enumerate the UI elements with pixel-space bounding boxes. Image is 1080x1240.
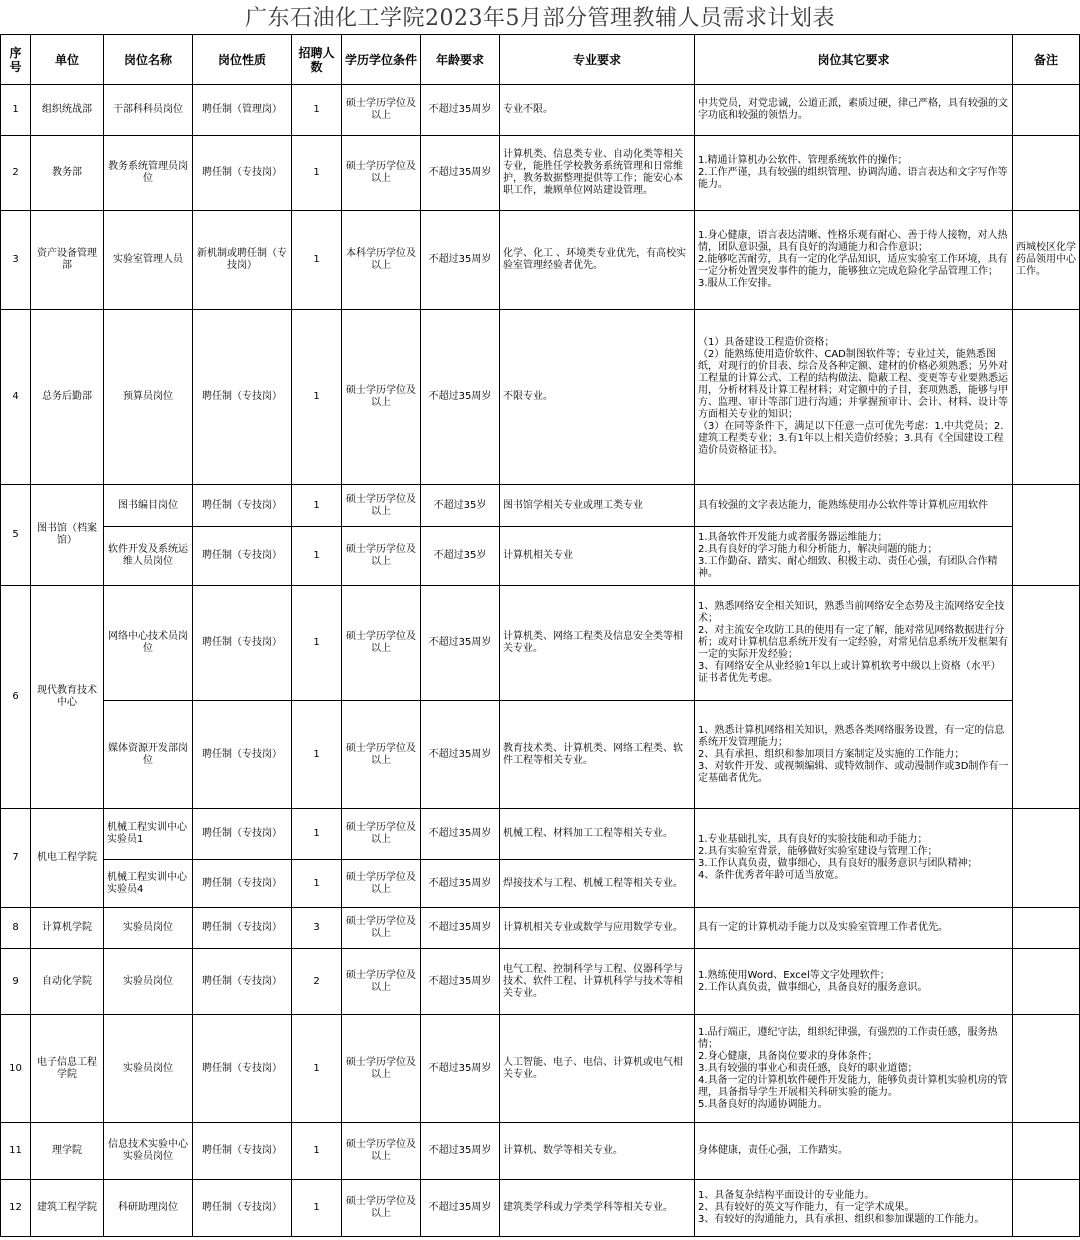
header-age: 年龄要求: [421, 35, 500, 85]
cell-note: [1013, 908, 1080, 949]
recruitment-table: [0, 34, 1080, 1237]
cell-seq: 7: [1, 809, 31, 908]
cell-num: 1: [292, 527, 342, 586]
cell-num: 1: [292, 1180, 342, 1237]
header-major: 专业要求: [500, 35, 695, 85]
cell-num: 2: [292, 949, 342, 1015]
cell-unit: 组织统战部: [31, 85, 104, 136]
cell-major: 图书馆学相关专业或理工类专业: [500, 485, 695, 527]
cell-age: 不超过35周岁: [421, 211, 500, 310]
cell-edu: 硕士学历学位及以上: [342, 1180, 421, 1237]
cell-unit: 计算机学院: [31, 908, 104, 949]
header-post: 岗位名称: [104, 35, 193, 85]
cell-edu: 硕士学历学位及以上: [342, 85, 421, 136]
cell-post: 图书编目岗位: [104, 485, 193, 527]
cell-major: 计算机相关专业: [500, 527, 695, 586]
table-row: [1, 211, 1080, 310]
cell-other: 1、具备复杂结构平面设计的专业能力。 2、具有较好的英文写作能力，有一定学术成果。 3、有较好的沟通能力，具有承担、组织和参加课题的工作能力。: [695, 1180, 1013, 1237]
cell-unit: 电子信息工程学院: [31, 1015, 104, 1123]
header-num: 招聘人数: [292, 35, 342, 85]
cell-age: 不超过35周岁: [421, 860, 500, 908]
cell-nature: 聘任制（专技岗）: [193, 1180, 292, 1237]
cell-post: 信息技术实验中心实验员岗位: [104, 1123, 193, 1180]
table-row: [1, 310, 1080, 485]
cell-nature: 聘任制（专技岗）: [193, 809, 292, 860]
table-row: [1, 136, 1080, 211]
cell-edu: 硕士学历学位及以上: [342, 1123, 421, 1180]
cell-post: 实验员岗位: [104, 908, 193, 949]
cell-age: 不超过35周岁: [421, 586, 500, 701]
cell-other: 1.具备软件开发能力或者服务器运维能力； 2.具有良好的学习能力和分析能力，解决问题的能力； 3.工作勤奋、踏实、耐心细致、积极主动、责任心强，有团队合作精神。: [695, 527, 1013, 586]
cell-edu: 硕士学历学位及以上: [342, 586, 421, 701]
cell-num: 1: [292, 136, 342, 211]
cell-num: 1: [292, 1015, 342, 1123]
cell-major: 计算机类、网络工程类及信息安全类等相关专业。: [500, 586, 695, 701]
cell-post: 网络中心技术员岗位: [104, 586, 193, 701]
cell-num: 1: [292, 1123, 342, 1180]
cell-seq: 1: [1, 85, 31, 136]
cell-major: 计算机类、信息类专业、自动化类等相关专业，能胜任学校教务系统管理和日常维护，教务数据整理提供等工作；能安心本职工作，兼顾单位网站建设管理。: [500, 136, 695, 211]
cell-seq: 3: [1, 211, 31, 310]
cell-unit: 总务后勤部: [31, 310, 104, 485]
cell-nature: 聘任制（专技岗）: [193, 860, 292, 908]
table-row: [1, 1180, 1080, 1237]
cell-num: 1: [292, 85, 342, 136]
cell-edu: 硕士学历学位及以上: [342, 860, 421, 908]
header-nature: 岗位性质: [193, 35, 292, 85]
cell-major: 化学、化工 、环境类专业优先，有高校实验室管理经验者优先。: [500, 211, 695, 310]
cell-other: 1.精通计算机办公软件、管理系统软件的操作； 2.工作严谨，具有较强的组织管理、协调沟通、语言表达和文字写作等能力。: [695, 136, 1013, 211]
table-row: [1, 908, 1080, 949]
cell-seq: 12: [1, 1180, 31, 1237]
cell-other: 1、熟悉计算机网络相关知识，熟悉各类网络服务设置，有一定的信息系统开发管理能力； 2、具有承担、组织和参加项目方案制定及实施的工作能力； 3、对软件开发、或视频编辑、或特效制作、或动漫制作或3D制作有一定基础者优先。: [695, 701, 1013, 809]
cell-edu: 本科学历学位及以上: [342, 211, 421, 310]
cell-edu: 硕士学历学位及以上: [342, 949, 421, 1015]
cell-post: 机械工程实训中心实验员1: [104, 809, 193, 860]
cell-nature: 聘任制（专技岗）: [193, 136, 292, 211]
cell-age: 不超过35周岁: [421, 908, 500, 949]
cell-seq: 6: [1, 586, 31, 809]
cell-unit: 理学院: [31, 1123, 104, 1180]
cell-note: [1013, 1180, 1080, 1237]
cell-note: [1013, 85, 1080, 136]
cell-seq: 11: [1, 1123, 31, 1180]
cell-age: 不超过35周岁: [421, 701, 500, 809]
cell-edu: 硕士学历学位及以上: [342, 527, 421, 586]
cell-seq: 8: [1, 908, 31, 949]
cell-post: 实验室管理人员: [104, 211, 193, 310]
cell-unit: 机电工程学院: [31, 809, 104, 908]
cell-note: [1013, 949, 1080, 1015]
cell-nature: 聘任制（专技岗）: [193, 485, 292, 527]
cell-nature: 新机制或聘任制（专技岗）: [193, 211, 292, 310]
cell-seq: 9: [1, 949, 31, 1015]
cell-major: 焊接技术与工程、机械工程等相关专业。: [500, 860, 695, 908]
cell-edu: 硕士学历学位及以上: [342, 1015, 421, 1123]
cell-num: 3: [292, 908, 342, 949]
cell-age: 不超过35周岁: [421, 949, 500, 1015]
cell-note: [1013, 310, 1080, 485]
cell-nature: 聘任制（管理岗）: [193, 85, 292, 136]
page-title: 广东石油化工学院2023年5月部分管理教辅人员需求计划表: [245, 6, 835, 31]
cell-num: 1: [292, 310, 342, 485]
table-row: [1, 586, 1080, 701]
cell-major: 计算机、数学等相关专业。: [500, 1123, 695, 1180]
cell-nature: 聘任制（专技岗）: [193, 1015, 292, 1123]
cell-edu: 硕士学历学位及以上: [342, 485, 421, 527]
cell-note: [1013, 485, 1080, 586]
cell-age: 不超过35周岁: [421, 85, 500, 136]
table-row: [1, 85, 1080, 136]
table-row: [1, 1123, 1080, 1180]
cell-edu: 硕士学历学位及以上: [342, 701, 421, 809]
table-row: [1, 1015, 1080, 1123]
cell-other: 具有一定的计算机动手能力以及实验室管理工作者优先。: [695, 908, 1013, 949]
table-row: [1, 949, 1080, 1015]
table-row: [1, 809, 1080, 860]
cell-nature: 聘任制（专技岗）: [193, 310, 292, 485]
cell-nature: 聘任制（专技岗）: [193, 1123, 292, 1180]
cell-num: 1: [292, 211, 342, 310]
cell-other: 1.身心健康，语言表达清晰、性格乐观有耐心、善于待人接物，对人热情，团队意识强，具有良好的沟通能力和合作意识； 2.能够吃苦耐劳，具有一定的化学品知识，适应实验室工作环境，具有一定分析处置突发事件的能力，能够独立完成危险化学品管理工作； 3.服从工作安排。: [695, 211, 1013, 310]
cell-seq: 2: [1, 136, 31, 211]
cell-note: [1013, 136, 1080, 211]
cell-major: 教育技术类、计算机类、网络工程类、软件工程等相关专业。: [500, 701, 695, 809]
cell-post: 机械工程实训中心实验员4: [104, 860, 193, 908]
cell-other: 1.品行端正，遵纪守法，组织纪律强，有强烈的工作责任感，服务热情； 2.身心健康，具备岗位要求的身体条件； 3.具有较强的事业心和责任感，良好的职业道德； 4.具备一定的计算机软件硬件开发能力，能够负责计算机实验机房的管理，具备指导学生开展相关科研实验的能力。 5.具备良好的沟通协调能力。: [695, 1015, 1013, 1123]
cell-post: 实验员岗位: [104, 949, 193, 1015]
cell-major: 电气工程、控制科学与工程、仪器科学与技术、软件工程、计算机科学与技术等相关专业。: [500, 949, 695, 1015]
cell-post: 干部科科员岗位: [104, 85, 193, 136]
cell-major: 人工智能、电子、电信、计算机或电气相关专业。: [500, 1015, 695, 1123]
cell-edu: 硕士学历学位及以上: [342, 136, 421, 211]
cell-nature: 聘任制（专技岗）: [193, 701, 292, 809]
cell-unit: 建筑工程学院: [31, 1180, 104, 1237]
cell-major: 计算机相关专业或数学与应用数学专业。: [500, 908, 695, 949]
cell-unit: 自动化学院: [31, 949, 104, 1015]
cell-post: 教务系统管理员岗位: [104, 136, 193, 211]
table-row: [1, 527, 1080, 586]
cell-post: 科研助理岗位: [104, 1180, 193, 1237]
cell-unit: 现代教育技术中心: [31, 586, 104, 809]
cell-note: 西城校区化学药品领用中心工作。: [1013, 211, 1080, 310]
cell-num: 1: [292, 485, 342, 527]
table-row: [1, 701, 1080, 809]
cell-other: 中共党员，对党忠诚，公道正派，素质过硬，律己严格，具有较强的文字功底和较强的领悟力。: [695, 85, 1013, 136]
cell-edu: 硕士学历学位及以上: [342, 310, 421, 485]
cell-note: [1013, 586, 1080, 809]
cell-other: 1.专业基础扎实，具有良好的实验技能和动手能力； 2.具有实验室背景，能够做好实验室建设与管理工作； 3.工作认真负责，做事细心，具有良好的服务意识与团队精神； 4、条件优秀者年龄可适当放宽。: [695, 809, 1013, 908]
cell-seq: 4: [1, 310, 31, 485]
cell-post: 实验员岗位: [104, 1015, 193, 1123]
cell-major: 建筑类学科或力学类学科等相关专业。: [500, 1180, 695, 1237]
header-unit: 单位: [31, 35, 104, 85]
cell-nature: 聘任制（专技岗）: [193, 949, 292, 1015]
cell-major: 机械工程、材料加工工程等相关专业。: [500, 809, 695, 860]
cell-seq: 5: [1, 485, 31, 586]
cell-major: 不限专业。: [500, 310, 695, 485]
cell-major: 专业不限。: [500, 85, 695, 136]
cell-age: 不超过35周岁: [421, 1123, 500, 1180]
cell-age: 不超过35周岁: [421, 1180, 500, 1237]
cell-other: 1.熟练使用Word、Excel等文字处理软件； 2.工作认真负责，做事细心，具备良好的服务意识。: [695, 949, 1013, 1015]
cell-age: 不超过35岁: [421, 485, 500, 527]
header-other: 岗位其它要求: [695, 35, 1013, 85]
cell-age: 不超过35周岁: [421, 136, 500, 211]
cell-other: （1）具备建设工程造价资格； （2）能熟练使用造价软件、CAD制图软件等；专业过关，能熟悉图纸，对现行的价目表、综合及各种定额、建材的价格必须熟悉；另外对工程量的计算公式、工程的结构做法、隐蔽工程、变更等专业要熟悉运用，分析材料及计算工程材料；对定额中的子目，套项熟悉，能够与甲方、监理、审计等部门进行沟通；并掌握预审计、会计、材料、设计等方面相关专业的知识； （3）在同等条件下，满足以下任意一点可优先考虑：1.中共党员；2.建筑工程类专业；3.有1年以上相关造价经验；3.具有《全国建设工程造价员资格证书》。: [695, 310, 1013, 485]
header-note: 备注: [1013, 35, 1080, 85]
cell-edu: 硕士学历学位及以上: [342, 809, 421, 860]
cell-nature: 聘任制（专技岗）: [193, 527, 292, 586]
cell-nature: 聘任制（专技岗）: [193, 586, 292, 701]
cell-num: 1: [292, 586, 342, 701]
cell-unit: 图书馆（档案馆）: [31, 485, 104, 586]
cell-age: 不超过35周岁: [421, 809, 500, 860]
cell-nature: 聘任制（专技岗）: [193, 908, 292, 949]
cell-num: 1: [292, 701, 342, 809]
cell-note: [1013, 809, 1080, 908]
cell-note: [1013, 1123, 1080, 1180]
cell-note: [1013, 1015, 1080, 1123]
cell-age: 不超过35周岁: [421, 310, 500, 485]
header-edu: 学历学位条件: [342, 35, 421, 85]
header-seq: 序号: [1, 35, 31, 85]
cell-edu: 硕士学历学位及以上: [342, 908, 421, 949]
cell-other: 1、熟悉网络安全相关知识，熟悉当前网络安全态势及主流网络安全技术； 2、对主流安全攻防工具的使用有一定了解，能对常见网络数据进行分析；或对计算机信息系统开发有一定经验，对常见信息系统开发框架有一定的实际开发经验； 3、有网络安全从业经验1年以上或计算机软考中级以上资格（水平）证书者优先考虑。: [695, 586, 1013, 701]
cell-post: 预算员岗位: [104, 310, 193, 485]
cell-unit: 教务部: [31, 136, 104, 211]
cell-num: 1: [292, 809, 342, 860]
cell-post: 软件开发及系统运维人员岗位: [104, 527, 193, 586]
header-row: [1, 35, 1080, 85]
cell-num: 1: [292, 860, 342, 908]
cell-other: 具有较强的文字表达能力，能熟练使用办公软件等计算机应用软件: [695, 485, 1013, 527]
cell-seq: 10: [1, 1015, 31, 1123]
cell-age: 不超过35周岁: [421, 1015, 500, 1123]
cell-post: 媒体资源开发部岗位: [104, 701, 193, 809]
cell-unit: 资产设备管理部: [31, 211, 104, 310]
table-row: [1, 485, 1080, 527]
cell-age: 不超过35岁: [421, 527, 500, 586]
cell-other: 身体健康，责任心强，工作踏实。: [695, 1123, 1013, 1180]
